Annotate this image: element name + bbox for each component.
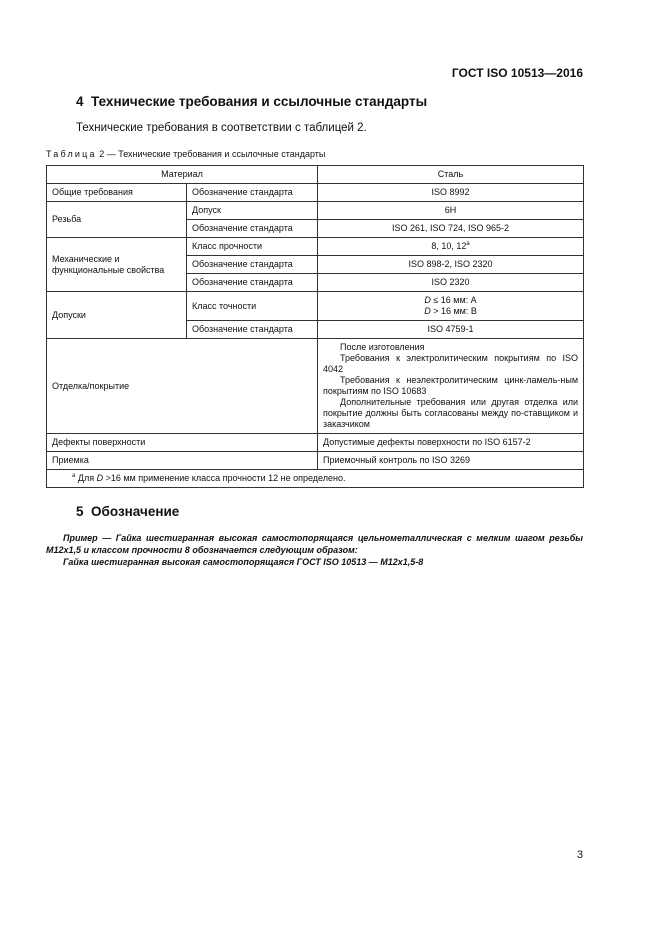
row-label-mechanical: Механические и функциональные свойства (47, 238, 187, 292)
param-mech-standard-1: Обозначение стандарта (187, 256, 318, 274)
accuracy-d-1: D (424, 295, 431, 306)
table-footnote (47, 470, 584, 488)
accuracy-line-1 (323, 295, 578, 306)
mech-class-text: 8, 10, 12 (431, 241, 467, 252)
value-acceptance: Приемочный контроль по ISO 3269 (318, 452, 584, 470)
row-label-acceptance: Приемка (47, 452, 318, 470)
table-header-row (47, 166, 584, 184)
section-5-number: 5 (76, 504, 84, 519)
value-general-standard: ISO 8992 (318, 184, 584, 202)
value-thread-tolerance: 6H (318, 202, 584, 220)
value-thread-standard: ISO 261, ISO 724, ISO 965-2 (318, 220, 584, 238)
table-row (47, 292, 584, 321)
value-defects: Допустимые дефекты поверхности по ISO 6157-2 (318, 434, 584, 452)
param-tolerances-standard: Обозначение стандарта (187, 321, 318, 339)
table-row (47, 238, 584, 256)
param-mech-class: Класс прочности (187, 238, 318, 256)
section-5-title: Обозначение (91, 504, 180, 519)
row-label-thread: Резьба (47, 202, 187, 238)
footnote-mark: a (72, 473, 76, 480)
row-label-tolerances: Допуски (47, 292, 187, 339)
finish-line-2: Требования к электролитическим покрытиям по ISO 4042 (323, 353, 579, 375)
table-row (47, 452, 584, 470)
section-4-title: Технические требования и ссылочные стандарты (91, 94, 428, 109)
table-row (47, 339, 584, 434)
header-steel: Сталь (318, 166, 584, 184)
designation-example (46, 532, 583, 568)
value-mech-standard-1: ISO 898-2, ISO 2320 (318, 256, 584, 274)
finish-line-1: После изготовления (340, 342, 425, 353)
finish-line-4: Дополнительные требования или другая отделка или покрытие должны быть согласованы между по-ставщиком и заказчиком (323, 396, 579, 429)
param-accuracy-class: Класс точности (187, 292, 318, 321)
row-label-finish: Отделка/покрытие (47, 339, 318, 434)
accuracy-d-2: D (424, 306, 431, 316)
section-4-number: 4 (76, 94, 84, 109)
example-designation: Гайка шестигранная высокая самостопорящаяся ГОСТ ISO 10513 — M12x1,5-8 (63, 557, 424, 568)
table-row (47, 434, 584, 452)
row-label-general: Общие требования (47, 184, 187, 202)
value-finish (318, 339, 584, 434)
row-label-defects: Дефекты поверхности (47, 434, 318, 452)
accuracy-value-2: > 16 мм: В (430, 306, 477, 316)
table-caption-prefix: Таблица (46, 149, 97, 159)
finish-line-3: Требования к неэлектролитическим цинк-ламель-ным покрытиям по ISO 10683 (323, 375, 579, 396)
param-mech-standard-2: Обозначение стандарта (187, 274, 318, 292)
footnote-pre: Для (75, 473, 97, 484)
mech-class-footnote-mark: a (466, 241, 470, 248)
param-thread-tolerance: Допуск (187, 202, 318, 220)
example-paragraph: Пример — Гайка шестигранная высокая самостопорящаяся цельнометаллическая с мелким шагом резьбы M12x1,5 и классом прочности 8 обозначается следующим образом: (46, 533, 583, 556)
accuracy-line-2 (323, 306, 578, 317)
footnote-d: D (96, 473, 104, 484)
value-mech-standard-2: ISO 2320 (318, 274, 584, 292)
table-footnote-row (47, 470, 584, 488)
header-material: Материал (47, 166, 318, 184)
value-accuracy-class (318, 292, 584, 321)
value-mech-class (318, 238, 584, 256)
table-caption (46, 149, 325, 159)
standard-code: ГОСТ ISO 10513—2016 (451, 66, 583, 80)
section-4-heading (76, 94, 427, 109)
requirements-table (46, 165, 584, 488)
table-row (47, 202, 584, 220)
table-row (47, 184, 584, 202)
footnote-text: >16 мм применение класса прочности 12 не определено. (103, 473, 346, 484)
section-4-intro: Технические требования в соответствии с таблицей 2. (76, 122, 367, 134)
accuracy-value-1: ≤ 16 мм: А (430, 295, 477, 306)
page-number: 3 (576, 849, 583, 861)
section-5-heading (76, 504, 179, 519)
param-general-standard: Обозначение стандарта (187, 184, 318, 202)
value-tolerances-standard: ISO 4759-1 (318, 321, 584, 339)
table-caption-rest: 2 — Технические требования и ссылочные стандарты (96, 149, 326, 159)
param-thread-standard: Обозначение стандарта (187, 220, 318, 238)
